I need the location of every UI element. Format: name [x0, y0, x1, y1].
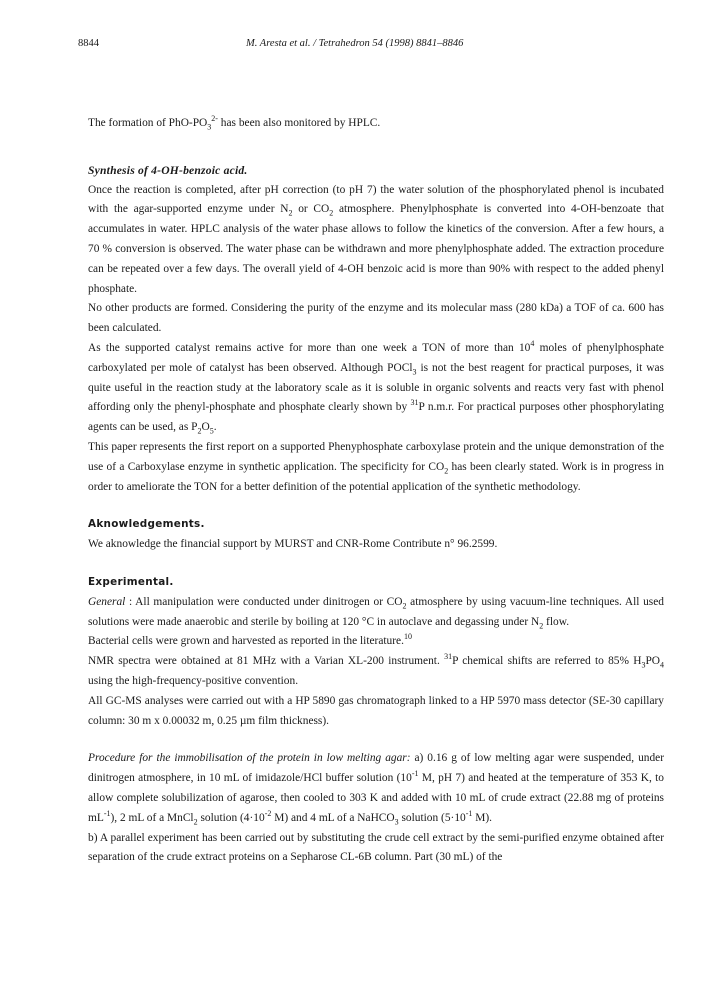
text-run: or CO — [292, 203, 330, 216]
text-run: has been clearly stated. Work is in progress in order to ameliorate the TON for a better definition of the potential application of the synthetic methodology. — [88, 460, 664, 493]
subscript: 3 — [394, 816, 399, 826]
superscript: 4 — [530, 339, 535, 349]
text-run: has been also monitored by HPLC. — [217, 117, 381, 129]
text-run: NMR spectra were obtained at 81 MHz with a Varian XL-200 instrument. — [88, 655, 445, 668]
subscript: 2 — [193, 816, 198, 826]
subscript: 3 — [412, 367, 417, 377]
superscript: 2- — [211, 114, 218, 124]
experimental-general-paragraph — [88, 593, 664, 633]
page-number: 8844 — [78, 38, 99, 49]
lead-in: General — [88, 595, 126, 608]
subscript: 5 — [209, 426, 214, 436]
text-run: M, pH 7) and heated at the temperature of 353 K, to allow complete solubilization of agarose, then cooled to 303 K and added with 10 mL of crude extract (22.88 mg of proteins mL — [88, 772, 665, 824]
acknowledgements-paragraph: We aknowledge the financial support by MURST and CNR-Rome Contribute n° 96.2599. — [88, 538, 498, 551]
hplc-note-paragraph — [88, 114, 664, 134]
subscript: 2 — [329, 208, 334, 218]
text-run: atmosphere. Phenylphosphate is converted into 4-OH-benzoate that accumulates in water. HPLC analysis of the water phase allows to follow the kinetics of the conversion. After a few hours, a 70 % conversion is observed. The water phase can be withdrawn and more phenylphosphate added. The extraction procedure can be repeated over a few days. The overall yield of 4-OH benzoic acid is more than 90% with respect to the added phenyl phosphate. — [88, 203, 664, 295]
procedure-paragraph-a — [88, 749, 664, 828]
lead-in: Procedure for the immobilisation of the protein in low melting agar: — [88, 752, 411, 765]
text-run: ), 2 mL of a MnCl — [110, 811, 194, 824]
text-run: PO — [645, 655, 660, 668]
synthesis-paragraph-2: No other products are formed. Considering the purity of the enzyme and its molecular mass (280 kDa) a TOF of ca. 600 has been calculated. — [88, 302, 664, 335]
running-title: M. Aresta et al. / Tetrahedron 54 (1998) 8841–8846 — [246, 38, 464, 49]
subscript: 2 — [444, 466, 449, 476]
text-run: O — [201, 421, 210, 434]
text-run: The formation of PhO-PO — [88, 117, 208, 129]
subscript: 4 — [660, 660, 664, 670]
text-run: P n.m.r. For practical purposes other phosphorylating agents can be used, as P — [88, 401, 664, 434]
text-run: As the supported catalyst remains active for more than one week a TON of more than 10 — [88, 341, 531, 354]
synthesis-paragraph-4 — [88, 438, 664, 497]
experimental-gcms-paragraph: All GC-MS analyses were carried out with a HP 5890 gas chromatograph linked to a HP 5970 mass detector (SE-30 capillary column: 30 m x 0.00032 m, 0.25 µm film thickness). — [88, 694, 664, 727]
text-run: M) and 4 mL of a NaHCO — [271, 811, 395, 824]
text-run: a) 0.16 g of low melting agar were suspended, under dinitrogen atmosphere, in 10 mL of imidazole/HCl buffer solution (10 — [88, 752, 664, 785]
subscript: 2 — [539, 620, 544, 630]
superscript: 31 — [410, 398, 419, 408]
acknowledgements-heading: Aknowledgements. — [88, 518, 205, 531]
running-header — [78, 38, 660, 54]
experimental-nmr-paragraph — [88, 652, 664, 692]
text-run: solution (5·10 — [398, 811, 466, 824]
subscript: 3 — [207, 122, 212, 132]
text-run: moles of phenylphosphate carboxylated per mole of catalyst has been observed. Although POCl — [88, 341, 664, 374]
text-run: P chemical shifts are referred to 85% H — [452, 655, 642, 668]
text-run: is not the best reagent for practical purposes, it was quite useful in the reaction study at the laboratory scale as it is soluble in organic solvents and reacts very fast with phenol affording only the phenyl-phosphate and phosphate clearly shown by — [88, 361, 664, 414]
text-run: using the high-frequency-positive convention. — [88, 674, 299, 687]
article-body — [88, 114, 664, 868]
text-run: This paper represents the first report on a supported Phenyphosphate carboxylase protein and the unique demonstration of the use of a Carboxylase enzyme in synthetic application. The specificity for CO — [88, 440, 664, 473]
experimental-heading: Experimental. — [88, 575, 174, 588]
experimental-cells-paragraph — [88, 632, 664, 652]
text-run: flow. — [543, 615, 570, 628]
superscript: -1 — [465, 808, 473, 818]
text-run: atmosphere by using vacuum-line techniques. All used solutions were made anaerobic and sterile by boiling at 120 °C in autoclave and degassing under N — [88, 595, 664, 628]
text-run: solution (4·10 — [197, 811, 265, 824]
text-run: : All manipulation were conducted under dinitrogen or CO — [125, 595, 403, 608]
procedure-paragraph-b: b) A parallel experiment has been carried out by substituting the crude cell extract by the semi-purified enzyme obtained after separation of the crude extract proteins on a Sepharose CL-6B column. Part (30 mL) of the — [88, 831, 664, 864]
superscript: -1 — [411, 769, 419, 779]
text-run: Bacterial cells were grown and harvested as reported in the literature. — [88, 635, 404, 648]
subscript: 2 — [197, 426, 202, 436]
synthesis-paragraph-3 — [88, 339, 664, 438]
synthesis-heading: Synthesis of 4-OH-benzoic acid. — [88, 163, 248, 177]
text-run: . — [213, 421, 217, 434]
superscript: 31 — [444, 652, 453, 662]
citation-superscript: 10 — [403, 632, 412, 642]
superscript: -2 — [264, 808, 272, 818]
text-run: Once the reaction is completed, after pH correction (to pH 7) the water solution of the phosphorylated phenol is incubated with the agar-supported enzyme under N — [88, 183, 664, 216]
subscript: 3 — [641, 660, 646, 670]
synthesis-paragraph-1 — [88, 181, 664, 300]
superscript: -1 — [103, 808, 111, 818]
text-run: M). — [472, 811, 493, 824]
subscript: 2 — [402, 601, 407, 611]
subscript: 2 — [288, 208, 293, 218]
